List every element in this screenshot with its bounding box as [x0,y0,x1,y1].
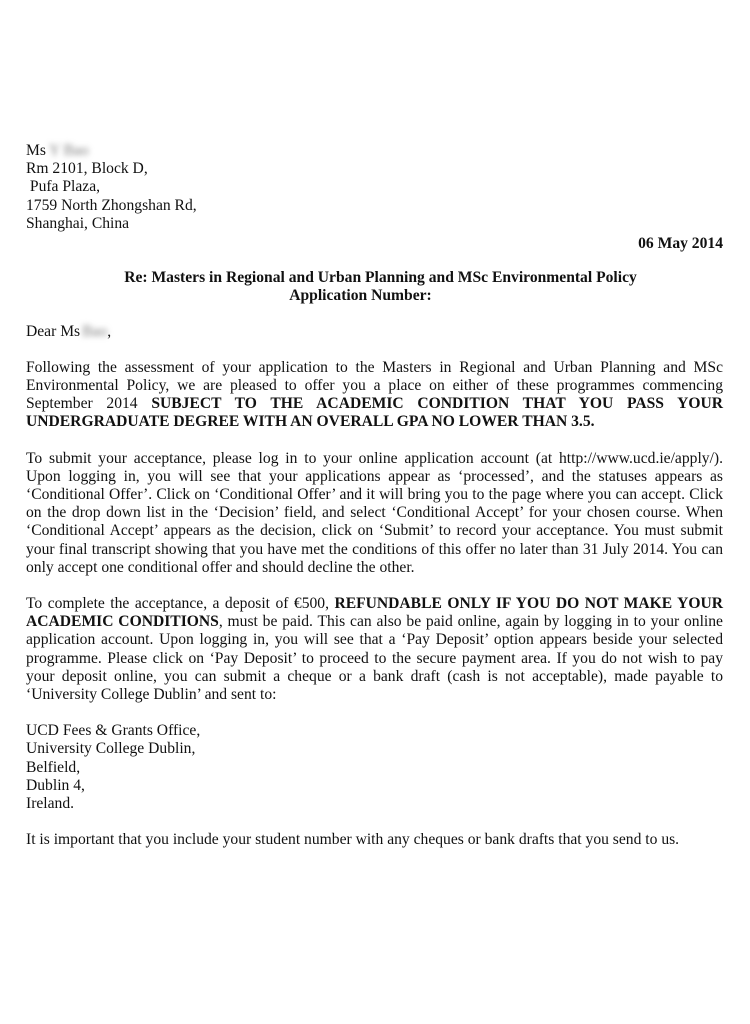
recipient-address [26,142,723,233]
letter-date: 06 May 2014 [638,235,723,253]
deposit-text-before: To complete the acceptance, a deposit of €500, [26,595,335,613]
recipient-name-redacted: Y Bao [48,142,89,159]
fees-address-line-1: UCD Fees & Grants Office, [26,722,201,740]
salutation-prefix: Dear Ms [26,322,81,340]
deposit-condition: REFUNDABLE ONLY IF YOU DO NOT MAKE YOUR ACADEMIC CONDITIONS [26,595,723,631]
salutation-suffix: , [107,322,112,340]
fees-address-line-4: Dublin 4, [26,776,85,794]
offer-condition: SUBJECT TO THE ACADEMIC CONDITION THAT YOU PASS YOUR UNDERGRADUATE DEGREE WITH AN OVERALL GPA NO LOWER THAN 3.5. [26,395,723,431]
closing-paragraph: It is important that you include your student number with any cheques or bank drafts that you send to us. [26,831,680,849]
fees-address-line-5: Ireland. [26,795,75,813]
subject-line-2: Application Number: [289,287,432,305]
fees-address-line-3: Belfield, [26,758,81,776]
fees-office-address [26,722,723,813]
fees-address-line-2: University College Dublin, [26,740,196,758]
recipient-address-line-3: 1759 North Zhongshan Rd, [26,196,197,214]
recipient-address-line-2: Pufa Plaza, [26,178,101,196]
deposit-text-after: , must be paid. This can also be paid online, again by logging in to your online application account. Upon logging in, you will see that a ‘Pay Deposit’ option appears beside your selected programme. Please click on ‘Pay Deposit’ to proceed to the secure payment area. If you do not wish to pay your deposit online, you can submit a cheque or a bank draft (cash is not acceptable), made payable to ‘University College Dublin’ and sent to: [26,613,723,704]
recipient-name-line [26,142,723,160]
salutation [26,323,723,341]
letter-page [26,142,723,850]
subject-heading [26,269,723,305]
recipient-address-line-1: Rm 2101, Block D, [26,160,148,178]
acceptance-paragraph: To submit your acceptance, please log in to your online application account (at http://www.ucd.ie/apply/). Upon logging in, you will see that your applications appear as ‘processed’, and the statuses appears as ‘Conditional Offer’. Click on ‘Conditional Offer’ and it will bring you to the page where you can accept. Click on the drop down list in the ‘Decision’ field, and select ‘Conditional Accept’ for your chosen course. When ‘Conditional Accept’ appears as the decision, click on ‘Submit’ to record your acceptance. You must submit your final transcript showing that you have met the conditions of this offer no later than 31 July 2014. You can only accept one conditional offer and should decline the other. [26,449,723,576]
subject-line-1: Re: Masters in Regional and Urban Planning and MSc Environmental Policy [124,269,637,287]
deposit-paragraph [26,595,723,704]
recipient-title: Ms [26,142,46,159]
salutation-name-redacted: Bao [82,322,108,340]
offer-text: Following the assessment of your application to the Masters in Regional and Urban Planning and MSc Environmental Policy, we are pleased to offer you a place on either of these programmes commencing September 2014 [26,358,723,413]
offer-paragraph [26,359,723,432]
recipient-address-line-4: Shanghai, China [26,214,130,232]
